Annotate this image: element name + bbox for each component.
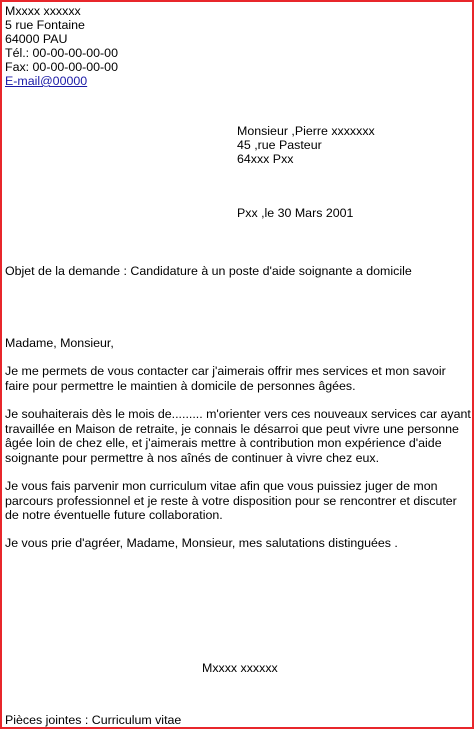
sender-city: 64000 PAU [5,32,68,46]
subject-line: Objet de la demande : Candidature à un poste d'aide soignante a domicile [5,264,412,278]
recipient-city: 64xxx Pxx [237,152,294,166]
recipient-street: 45 ,rue Pasteur [237,138,322,152]
attachments-line: Pièces jointes : Curriculum vitae [5,713,182,727]
signature: Mxxxx xxxxxx [202,661,278,675]
sender-name: Mxxxx xxxxxx [5,4,81,18]
sender-street: 5 rue Fontaine [5,18,85,32]
sender-email-link[interactable]: E-mail@00000 [5,74,88,88]
recipient-name: Monsieur ,Pierre xxxxxxx [237,124,375,138]
sender-fax: Fax: 00-00-00-00-00 [5,60,118,74]
sender-phone: Tél.: 00-00-00-00-00 [5,46,118,60]
closing-paragraph: Je vous prie d'agréer, Madame, Monsieur, mes salutations distinguées . [5,536,398,550]
body-paragraph-2: Je souhaiterais dès le mois de......... m'orienter vers ces nouveaux services car ayant travaillée en Maison de retraite, je connais le désarroi que peut vivre une personne âgée loin de chez elle, et j'aimerais mettre à contribution mon expérience d'aide soignante pour permettre à nos aînés de continuer à vivre chez eux. [5,407,471,465]
salutation: Madame, Monsieur, [5,336,114,350]
date-line: Pxx ,le 30 Mars 2001 [237,206,354,220]
body-paragraph-1: Je me permets de vous contacter car j'aimerais offrir mes services et mon savoir faire pour permettre le maintien à domicile de personnes âgées. [5,364,446,393]
body-paragraph-3: Je vous fais parvenir mon curriculum vitae afin que vous puissiez juger de mon parcours professionnel et je reste à votre disposition pour se rencontrer et discuter de notre éventuelle future collaboration. [5,479,457,523]
